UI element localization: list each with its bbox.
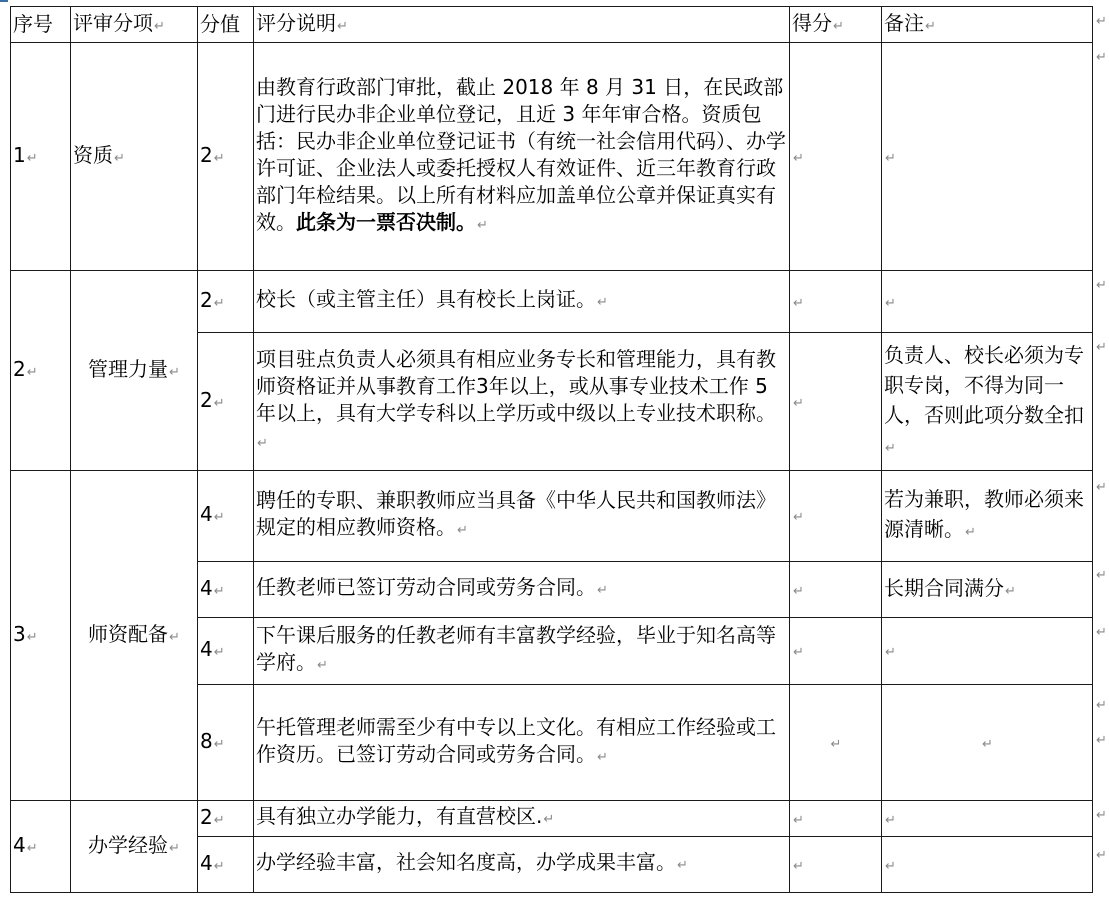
row-note: ↵ xyxy=(882,837,1093,893)
row-note: ↵ xyxy=(882,271,1093,333)
row-description: 办学经验丰富，社会知名度高，办学成果丰富。↵ xyxy=(254,837,790,893)
row-note: 若为兼职，教师必须来源清晰。↵ xyxy=(882,471,1093,562)
row-description: 由教育行政部门审批，截止 2018 年 8 月 31 日，在民政部门进行民办非企业单位登记，且近 3 年年审合格。资质包括：民办非企业单位登记证书（有统一社会信用代码）、办学许可证、企业法人或委托授权人有效证件、近三年教育行政部门年检结果。以上所有材料应加盖单位公章并保证真实有效。此条为一票否决制。↵ xyxy=(254,43,790,271)
veto-note: 此条为一票否决制。 xyxy=(296,209,476,234)
row-description: 校长（或主管主任）具有校长上岗证。↵ xyxy=(254,271,790,333)
row-score: 2↵ xyxy=(198,801,254,837)
table-row xyxy=(11,271,1093,333)
row-note: ↵ xyxy=(882,685,1093,801)
row-got: ↵ xyxy=(790,333,882,471)
row-item: 师资配备↵ xyxy=(71,471,198,801)
row-score: 8↵ xyxy=(198,685,254,801)
row-description: 项目驻点负责人必须具有相应业务专长和管理能力，具有教师资格证并从事教育工作3年以上，或从事专业技术工作 5 年以上，具有大学专科以上学历或中级以上专业技术职称。↵ xyxy=(254,333,790,471)
row-description: 下午课后服务的任教老师有丰富教学经验，毕业于知名高等学府。↵ xyxy=(254,618,790,685)
row-description: 具有独立办学能力，有直营校区.↵ xyxy=(254,801,790,837)
row-end-mark: ↵ xyxy=(1096,340,1107,355)
row-score: 4↵ xyxy=(198,471,254,562)
row-end-mark: ↵ xyxy=(1096,568,1107,583)
row-got: ↵ xyxy=(790,837,882,893)
table-header-row xyxy=(11,7,1093,43)
header-no: 序号 xyxy=(11,7,71,43)
row-got: ↵ xyxy=(790,801,882,837)
row-score: 2↵ xyxy=(198,271,254,333)
row-end-mark: ↵ xyxy=(1096,480,1107,495)
row-note: ↵ xyxy=(882,43,1093,271)
row-note: 长期合同满分↵ xyxy=(882,562,1093,618)
row-number: 2↵ xyxy=(11,271,71,471)
row-end-mark: ↵ xyxy=(1096,278,1107,293)
row-end-mark: ↵ xyxy=(1096,733,1107,748)
table-row xyxy=(11,471,1093,562)
row-got: ↵ xyxy=(790,43,882,271)
row-description: 午托管理老师需至少有中专以上文化。有相应工作经验或工作资历。已签订劳动合同或劳务合同。↵ xyxy=(254,685,790,801)
row-score: 4↵ xyxy=(198,562,254,618)
row-score: 4↵ xyxy=(198,618,254,685)
row-score: 2↵ xyxy=(198,333,254,471)
table-row xyxy=(11,43,1093,271)
row-number: 4↵ xyxy=(11,801,71,893)
row-number: 3↵ xyxy=(11,471,71,801)
header-score: 分值 xyxy=(198,7,254,43)
row-end-mark: ↵ xyxy=(1096,698,1107,713)
row-got: ↵ xyxy=(790,562,882,618)
row-item: 资质↵ xyxy=(71,43,198,271)
header-item: 评审分项↵ xyxy=(71,7,198,43)
row-item: 管理力量↵ xyxy=(71,271,198,471)
row-note: ↵ xyxy=(882,801,1093,837)
header-desc: 评分说明↵ xyxy=(254,7,790,43)
row-note: 负责人、校长必须为专职专岗，不得为同一人，否则此项分数全扣↵ xyxy=(882,333,1093,471)
row-score: 4↵ xyxy=(198,837,254,893)
row-end-mark: ↵ xyxy=(1096,50,1107,65)
row-end-mark: ↵ xyxy=(1096,808,1107,823)
row-got: ↵ xyxy=(790,618,882,685)
corner-marker xyxy=(0,0,8,2)
row-end-mark: ↵ xyxy=(1096,14,1107,29)
row-description: 任教老师已签订劳动合同或劳务合同。↵ xyxy=(254,562,790,618)
row-number: 1↵ xyxy=(11,43,71,271)
row-score: 2↵ xyxy=(198,43,254,271)
row-description: 聘任的专职、兼职教师应当具备《中华人民共和国教师法》规定的相应教师资格。↵ xyxy=(254,471,790,562)
header-note: 备注↵ xyxy=(882,7,1093,43)
row-item: 办学经验↵ xyxy=(71,801,198,893)
row-note: ↵ xyxy=(882,618,1093,685)
table-row xyxy=(11,801,1093,837)
row-got: ↵ xyxy=(790,271,882,333)
row-got: ↵ xyxy=(790,685,882,801)
scoring-table xyxy=(10,6,1093,893)
header-got: 得分↵ xyxy=(790,7,882,43)
row-end-mark: ↵ xyxy=(1096,625,1107,640)
row-got: ↵ xyxy=(790,471,882,562)
row-end-mark: ↵ xyxy=(1096,848,1107,863)
